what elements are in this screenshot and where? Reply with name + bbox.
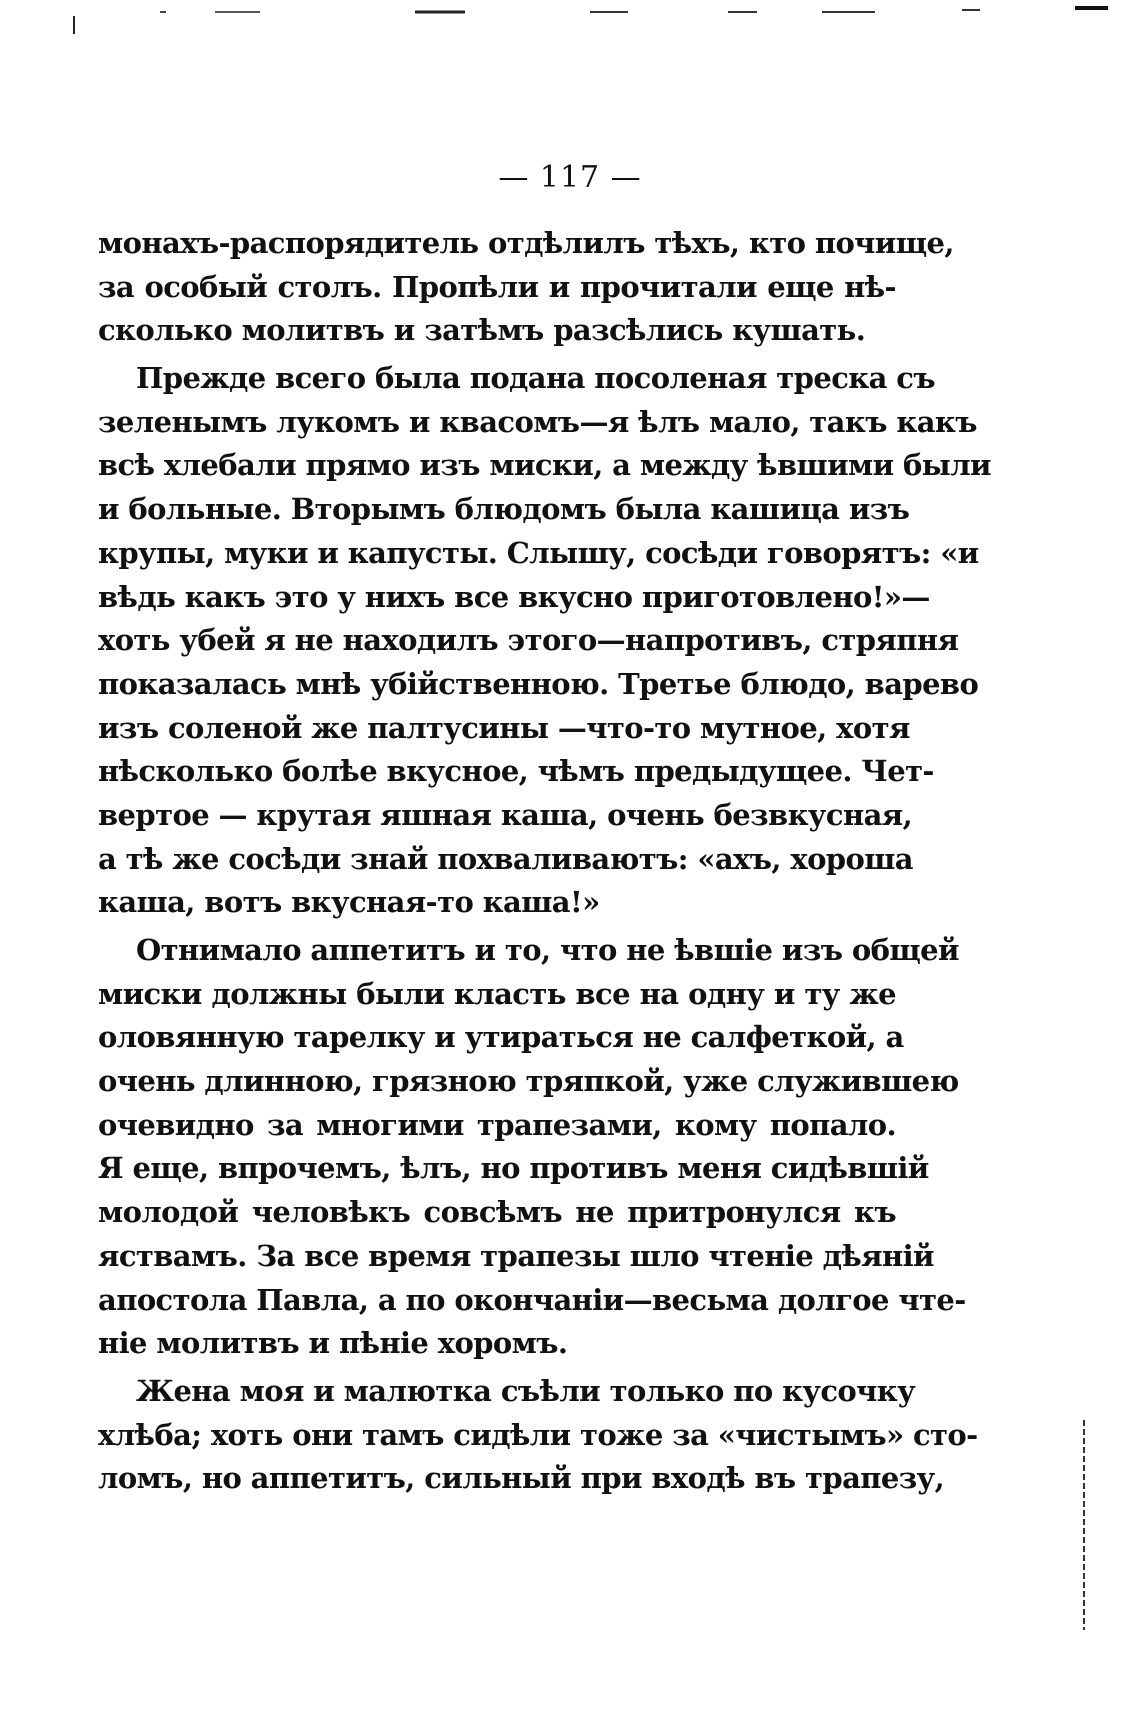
paragraph — [98, 357, 991, 925]
paragraph — [98, 222, 954, 353]
text-line: показалась мнѣ убійственною. Третье блюдо, варево — [98, 666, 979, 701]
text-line: оловянную тарелку и утираться не салфеткой, а — [98, 1020, 904, 1055]
text-line: апостола Павла, а по окончаніи—весьма долгое чте- — [98, 1282, 966, 1317]
text-line: хоть убей я не находилъ этого—напротивъ, стряпня — [98, 623, 959, 658]
text-line: хлѣба; хоть они тамъ сидѣли тоже за «чистымъ» сто- — [98, 1417, 978, 1452]
text-line: вертое — крутая яшная каша, очень безвкусная, — [98, 797, 913, 832]
text-line: зеленымъ лукомъ и квасомъ—я ѣлъ мало, такъ какъ — [98, 404, 977, 439]
text-line: крупы, муки и капусты. Слышу, сосѣди говорятъ: «и — [98, 535, 979, 570]
text-line: каша, вотъ вкусная-то каша!» — [98, 885, 600, 920]
text-line: миски должны были класть все на одну и ту же — [98, 976, 896, 1011]
paragraph — [98, 1370, 978, 1501]
scan-edge-marks — [0, 0, 1140, 40]
text-line: всѣ хлебали прямо изъ миски, а между ѣвшими были — [98, 448, 991, 483]
text-line: монахъ-распорядитель отдѣлилъ тѣхъ, кто почище, — [98, 226, 954, 260]
text-line: Прежде всего была подана посоленая треска съ — [136, 361, 935, 396]
text-line: за особый столъ. Пропѣли и прочитали еще нѣ- — [98, 269, 896, 304]
text-line: сколько молитвъ и затѣмъ разсѣлись кушать. — [98, 313, 866, 348]
text-line: Я еще, впрочемъ, ѣлъ, но противъ меня сидѣвшій — [98, 1151, 929, 1186]
text-line: очень длинною, грязною тряпкой, уже служившею — [98, 1064, 959, 1099]
text-line: Отнимало аппетитъ и то, что не ѣвшіе изъ общей — [136, 933, 959, 967]
text-line: вѣдь какъ это у нихъ все вкусно приготовлено!»— — [98, 579, 930, 614]
text-line: ломъ, но аппетитъ, сильный при входѣ въ трапезу, — [98, 1461, 945, 1496]
text-line: яствамъ. За все время трапезы шло чтеніе дѣяній — [98, 1238, 934, 1273]
body-text — [98, 222, 991, 1501]
text-line: и больные. Вторымъ блюдомъ была кашица изъ — [98, 492, 910, 527]
text-line: ніе молитвъ и пѣніе хоромъ. — [98, 1326, 568, 1361]
text-line: очевидно за многими трапезами, кому попало. — [98, 1107, 896, 1142]
text-line: Жена моя и малютка съѣли только по кусочку — [136, 1373, 916, 1408]
text-line: нѣсколько болѣе вкусное, чѣмъ предыдущее. Чет- — [98, 754, 934, 789]
text-line: изъ соленой же палтусины —что-то мутное, хотя — [98, 710, 910, 745]
scan-margin-mark — [1082, 1420, 1086, 1630]
paragraph — [98, 929, 966, 1366]
text-line: молодой человѣкъ совсѣмъ не притронулся къ — [98, 1195, 896, 1230]
text-line: а тѣ же сосѣди знай похваливаютъ: «ахъ, хороша — [98, 841, 913, 876]
page-number: — 117 — — [498, 160, 642, 195]
